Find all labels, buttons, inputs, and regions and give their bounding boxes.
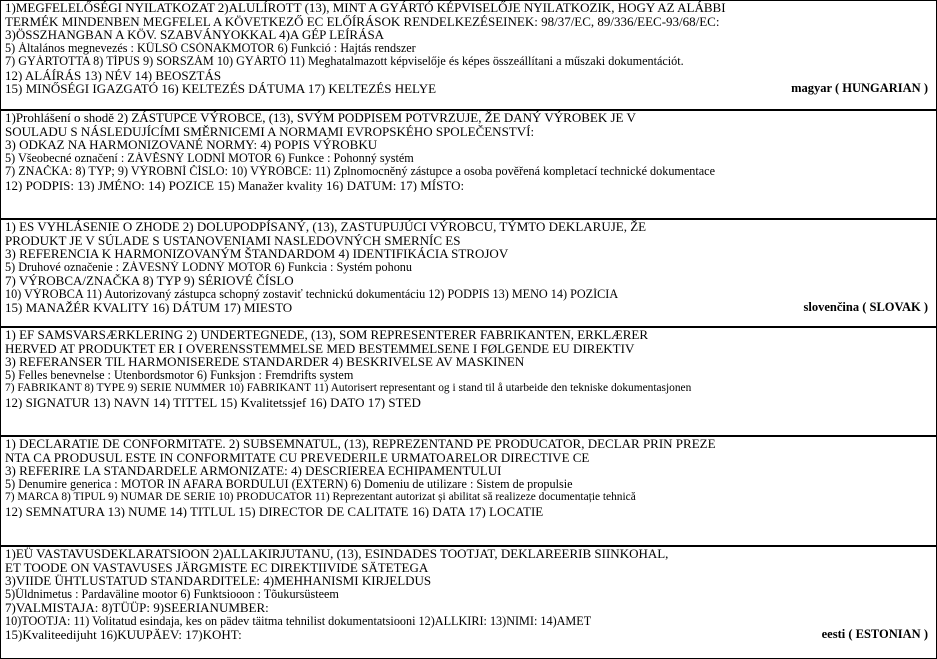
text-line: 5) Denumire generica : MOTOR IN AFARA BORDULUI (EXTERN) 6) Domeniu de utilizare : Sistem de propulsie [5,477,573,491]
section-slovak [1,220,936,328]
language-label: eesti ( ESTONIAN ) [821,628,928,641]
text-line: 12) PODPIS: 13) JMÉNO: 14) POZICE 15) Manažer kvality 16) DATUM: 17) MÍSTO: [5,178,465,192]
text-line: 3)ÖSSZHANGBAN A KÖV. SZABVÁNYOKKAL 4)A GÉP LEÍRÁSA [5,28,385,42]
language-label: slovenčina ( SLOVAK ) [803,301,928,314]
section-norwegian [1,328,936,437]
text-line: 3) REFERIRE LA STANDARDELE ARMONIZATE: 4) DESCRIEREA ECHIPAMENTULUI [5,464,502,478]
text-line: 1) EF SAMSVARSÆRKLERING 2) UNDERTEGNEDE, (13), SOM REPRESENTERER FABRIKANTEN, ERKLÆRER [5,328,648,342]
text-line: 1)Prohlášení o shodě 2) ZÁSTUPCE VÝROBCE, (13), SVÝM PODPISEM POTVRZUJE, ŽE DANÝ VÝROBEK JE V [5,111,636,125]
text-line: 7) MARCA 8) TIPUL 9) NUMAR DE SERIE 10) PRODUCATOR 11) Reprezentant autorizat și abilitat să realizeze documentație tehnică [5,491,636,503]
text-line: 3) ODKAZ NA HARMONIZOVANÉ NORMY: 4) POPIS VÝROBKU [5,138,378,152]
text-line [5,82,932,96]
text-line: 7)VALMISTAJA: 8)TÜÜP: 9)SEERIANUMBER: [5,601,269,615]
text-line: PRODUKT JE V SÚLADE S USTANOVENIAMI NASLEDOVNÝCH SMERNÍC ES [5,233,461,247]
language-label: magyar ( HUNGARIAN ) [791,82,928,95]
text-line: 12) SIGNATUR 13) NAVN 14) TITTEL 15) Kvalitetssjef 16) DATO 17) STED [5,395,421,409]
text-line: 5)Üldnimetus : Pardaväline mootor 6) Funktsiooon : Tõukursüsteem [5,587,339,601]
text-line: ET TOODE ON VASTAVUSES JÄRGMISTE EC DIREKTIIVIDE SÄTETEGA [5,560,429,574]
text-line: 1) ES VYHLÁSENIE O ZHODE 2) DOLUPODPÍSANÝ, (13), ZASTUPUJÚCI VÝROBCU, TÝMTO DEKLARUJE, ŽE [5,220,647,234]
text-line: 3) REFERENCIA K HARMONIZOVANÝM ŠTANDARDOM 4) IDENTIFIKÁCIA STROJOV [5,247,509,261]
text-line: TERMÉK MINDENBEN MEGFELEL A KÖVETKEZŐ EC ELŐÍRÁSOK RENDELKEZÉSEINEK: 98/37/EC, 89/336/EEC-93/68/EC: [5,14,720,28]
text-line: 7) ZNAČKA: 8) TYP; 9) VÝROBNÍ ČÍSLO: 10) VÝROBCE: 11) Zplnomocněný zástupce a osoba pověřená kompletací technické dokumentace [5,165,716,178]
text-line: 7) GYÁRTOTTA 8) TÍPUS 9) SORSZÁM 10) GYÁRTÓ 11) Meghatalmazott képviselője és képes összeállítani a műszaki dokumentációt. [5,55,684,68]
text-line: 7) FABRIKANT 8) TYPE 9) SERIE NUMMER 10) FABRIKANT 11) Autorisert representant og i stand til å utarbeide den tekniske dokumentasjonen [5,382,692,394]
text-line: 10) VÝROBCA 11) Autorizovaný zástupca schopný zostaviť technickú dokumentáciu 12) PODPIS 13) MENO 14) POZÍCIA [5,287,619,301]
text-line: 1) DECLARATIE DE CONFORMITATE. 2) SUBSEMNATUL, (13), REPREZENTAND PE PRODUCATOR, DECLAR PRIN PREZE [5,437,716,451]
section-romanian [1,437,936,547]
section-hungarian [1,1,936,111]
text-line: 1)MEGFELELŐSÉGI NYILATKOZAT 2)ALULÍROTT (13), MINT A GYÁRTÓ KÉPVISELŐJE NYILATKOZIK, HOGY AZ ALÁBBI [5,1,726,15]
text-line: 3)VIIDE ÜHTLUSTATUD STANDARDITELE: 4)MEHHANISMI KIRJELDUS [5,574,432,588]
text-line: 10)TOOTJA: 11) Volitatud esindaja, kes on pädev täitma tehnilist dokumentatsiooni 12)ALLKIRI: 13)NIMI: 14)AMET [5,614,592,628]
text-line: NTA CA PRODUSUL ESTE IN CONFORMITATE CU PREVEDERILE URMATOARELOR DIRECTIVE CE [5,450,590,464]
text-line [5,301,932,315]
text-line: SOULADU S NÁSLEDUJÍCÍMI SMĚRNICEMI A NORMAMI EVROPSKÉHO SPOLEČENSTVÍ: [5,124,535,138]
text-line: 12) ALÁÍRÁS 13) NÉV 14) BEOSZTÁS [5,68,222,82]
text-line-content: 15)Kvaliteedijuht 16)KUUPÄEV: 17)KOHT: [5,628,242,642]
text-line: 7) VÝROBCA/ZNAČKA 8) TYP 9) SÉRIOVÉ ČÍSLO [5,274,294,288]
text-line: 5) Všeobecné označení : ZÁVĚSNÝ LODNÍ MOTOR 6) Funkce : Pohonný systém [5,151,414,165]
text-line: 5) Általános megnevezés : KÜLSŐ CSÓNAKMOTOR 6) Funkció : Hajtás rendszer [5,41,416,55]
section-estonian [1,547,936,658]
text-line [5,628,932,642]
text-line: 1)EÜ VASTAVUSDEKLARATSIOON 2)ALLAKIRJUTANU, (13), ESINDADES TOOTJAT, DEKLAREERIB SIINKOHAL, [5,547,669,561]
text-line: HERVED AT PRODUKTET ER I OVERENSSTEMMELSE MED BESTEMMELSENE I FØLGENDE EU DIREKTIV [5,341,635,355]
text-line: 3) REFERANSER TIL HARMONISEREDE STANDARDER 4) BESKRIVELSE AV MASKINEN [5,355,525,369]
text-line-content: 15) MINŐSÉGI IGAZGATÓ 16) KELTEZÉS DÁTUMA 17) KELTEZÉS HELYE [5,82,437,96]
text-line: 5) Felles benevnelse : Utenbordsmotor 6) Funksjon : Fremdrifts system [5,368,354,382]
section-czech [1,111,936,220]
text-line: 5) Druhové označenie : ZÁVESNÝ LODNÝ MOTOR 6) Funkcia : Systém pohonu [5,260,412,274]
text-line: 12) SEMNATURA 13) NUME 14) TITLUL 15) DIRECTOR DE CALITATE 16) DATA 17) LOCATIE [5,504,544,518]
text-line-content: 15) MANAŽÉR KVALITY 16) DÁTUM 17) MIESTO [5,301,293,315]
